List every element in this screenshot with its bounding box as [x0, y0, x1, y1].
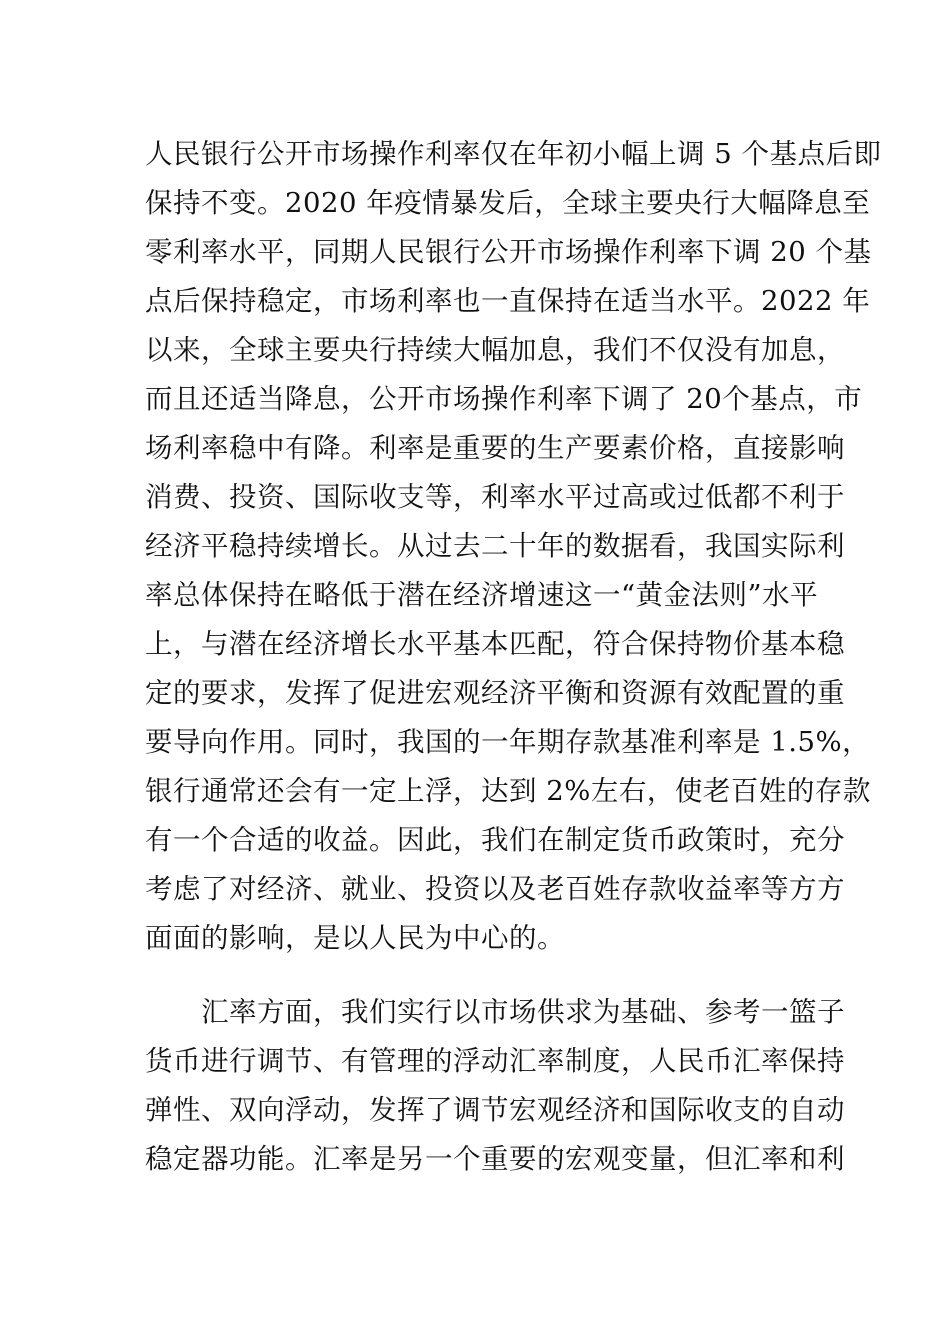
- paragraph-line: 场利率稳中有降。利率是重要的生产要素价格，直接影响: [145, 432, 845, 464]
- paragraph-spacer: [145, 963, 815, 988]
- paragraph-exchange-rate: [145, 988, 845, 1184]
- paragraph-line: 保持不变。2020 年疫情暴发后，全球主要央行大幅降息至: [145, 187, 871, 219]
- paragraph-line: 上，与潜在经济增长水平基本匹配，符合保持物价基本稳: [145, 628, 845, 660]
- paragraph-line: 稳定器功能。汇率是另一个重要的宏观变量，但汇率和利: [145, 1143, 845, 1175]
- paragraph-interest-rate: [145, 130, 882, 963]
- paragraph-line: 考虑了对经济、就业、投资以及老百姓存款收益率等方方: [145, 873, 845, 905]
- paragraph-line: 人民银行公开市场操作利率仅在年初小幅上调 5 个基点后即: [145, 138, 882, 170]
- paragraph-line: 零利率水平，同期人民银行公开市场操作利率下调 20 个基: [145, 236, 872, 268]
- paragraph-line: 以来，全球主要央行持续大幅加息，我们不仅没有加息，: [145, 334, 845, 366]
- paragraph-line: 率总体保持在略低于潜在经济增速这一“黄金法则”水平: [145, 579, 819, 611]
- paragraph-line: 点后保持稳定，市场利率也一直保持在适当水平。2022 年: [145, 285, 871, 317]
- paragraph-line: 定的要求，发挥了促进宏观经济平衡和资源有效配置的重: [145, 677, 845, 709]
- paragraph-line: 汇率方面，我们实行以市场供求为基础、参考一篮子: [201, 996, 845, 1028]
- paragraph-line: 经济平稳持续增长。从过去二十年的数据看，我国实际利: [145, 530, 845, 562]
- document-body: [145, 130, 882, 1184]
- paragraph-line: 而且还适当降息，公开市场操作利率下调了 20个基点，市: [145, 383, 863, 415]
- paragraph-line: 要导向作用。同时，我国的一年期存款基准利率是 1.5%，: [145, 726, 871, 758]
- paragraph-line: 面面的影响，是以人民为中心的。: [145, 922, 565, 954]
- paragraph-line: 弹性、双向浮动，发挥了调节宏观经济和国际收支的自动: [145, 1094, 845, 1126]
- paragraph-line: 货币进行调节、有管理的浮动汇率制度，人民币汇率保持: [145, 1045, 845, 1077]
- paragraph-line: 消费、投资、国际收支等，利率水平过高或过低都不利于: [145, 481, 845, 513]
- paragraph-line: 有一个合适的收益。因此，我们在制定货币政策时，充分: [145, 824, 845, 856]
- paragraph-line: 银行通常还会有一定上浮，达到 2%左右，使老百姓的存款: [145, 775, 871, 807]
